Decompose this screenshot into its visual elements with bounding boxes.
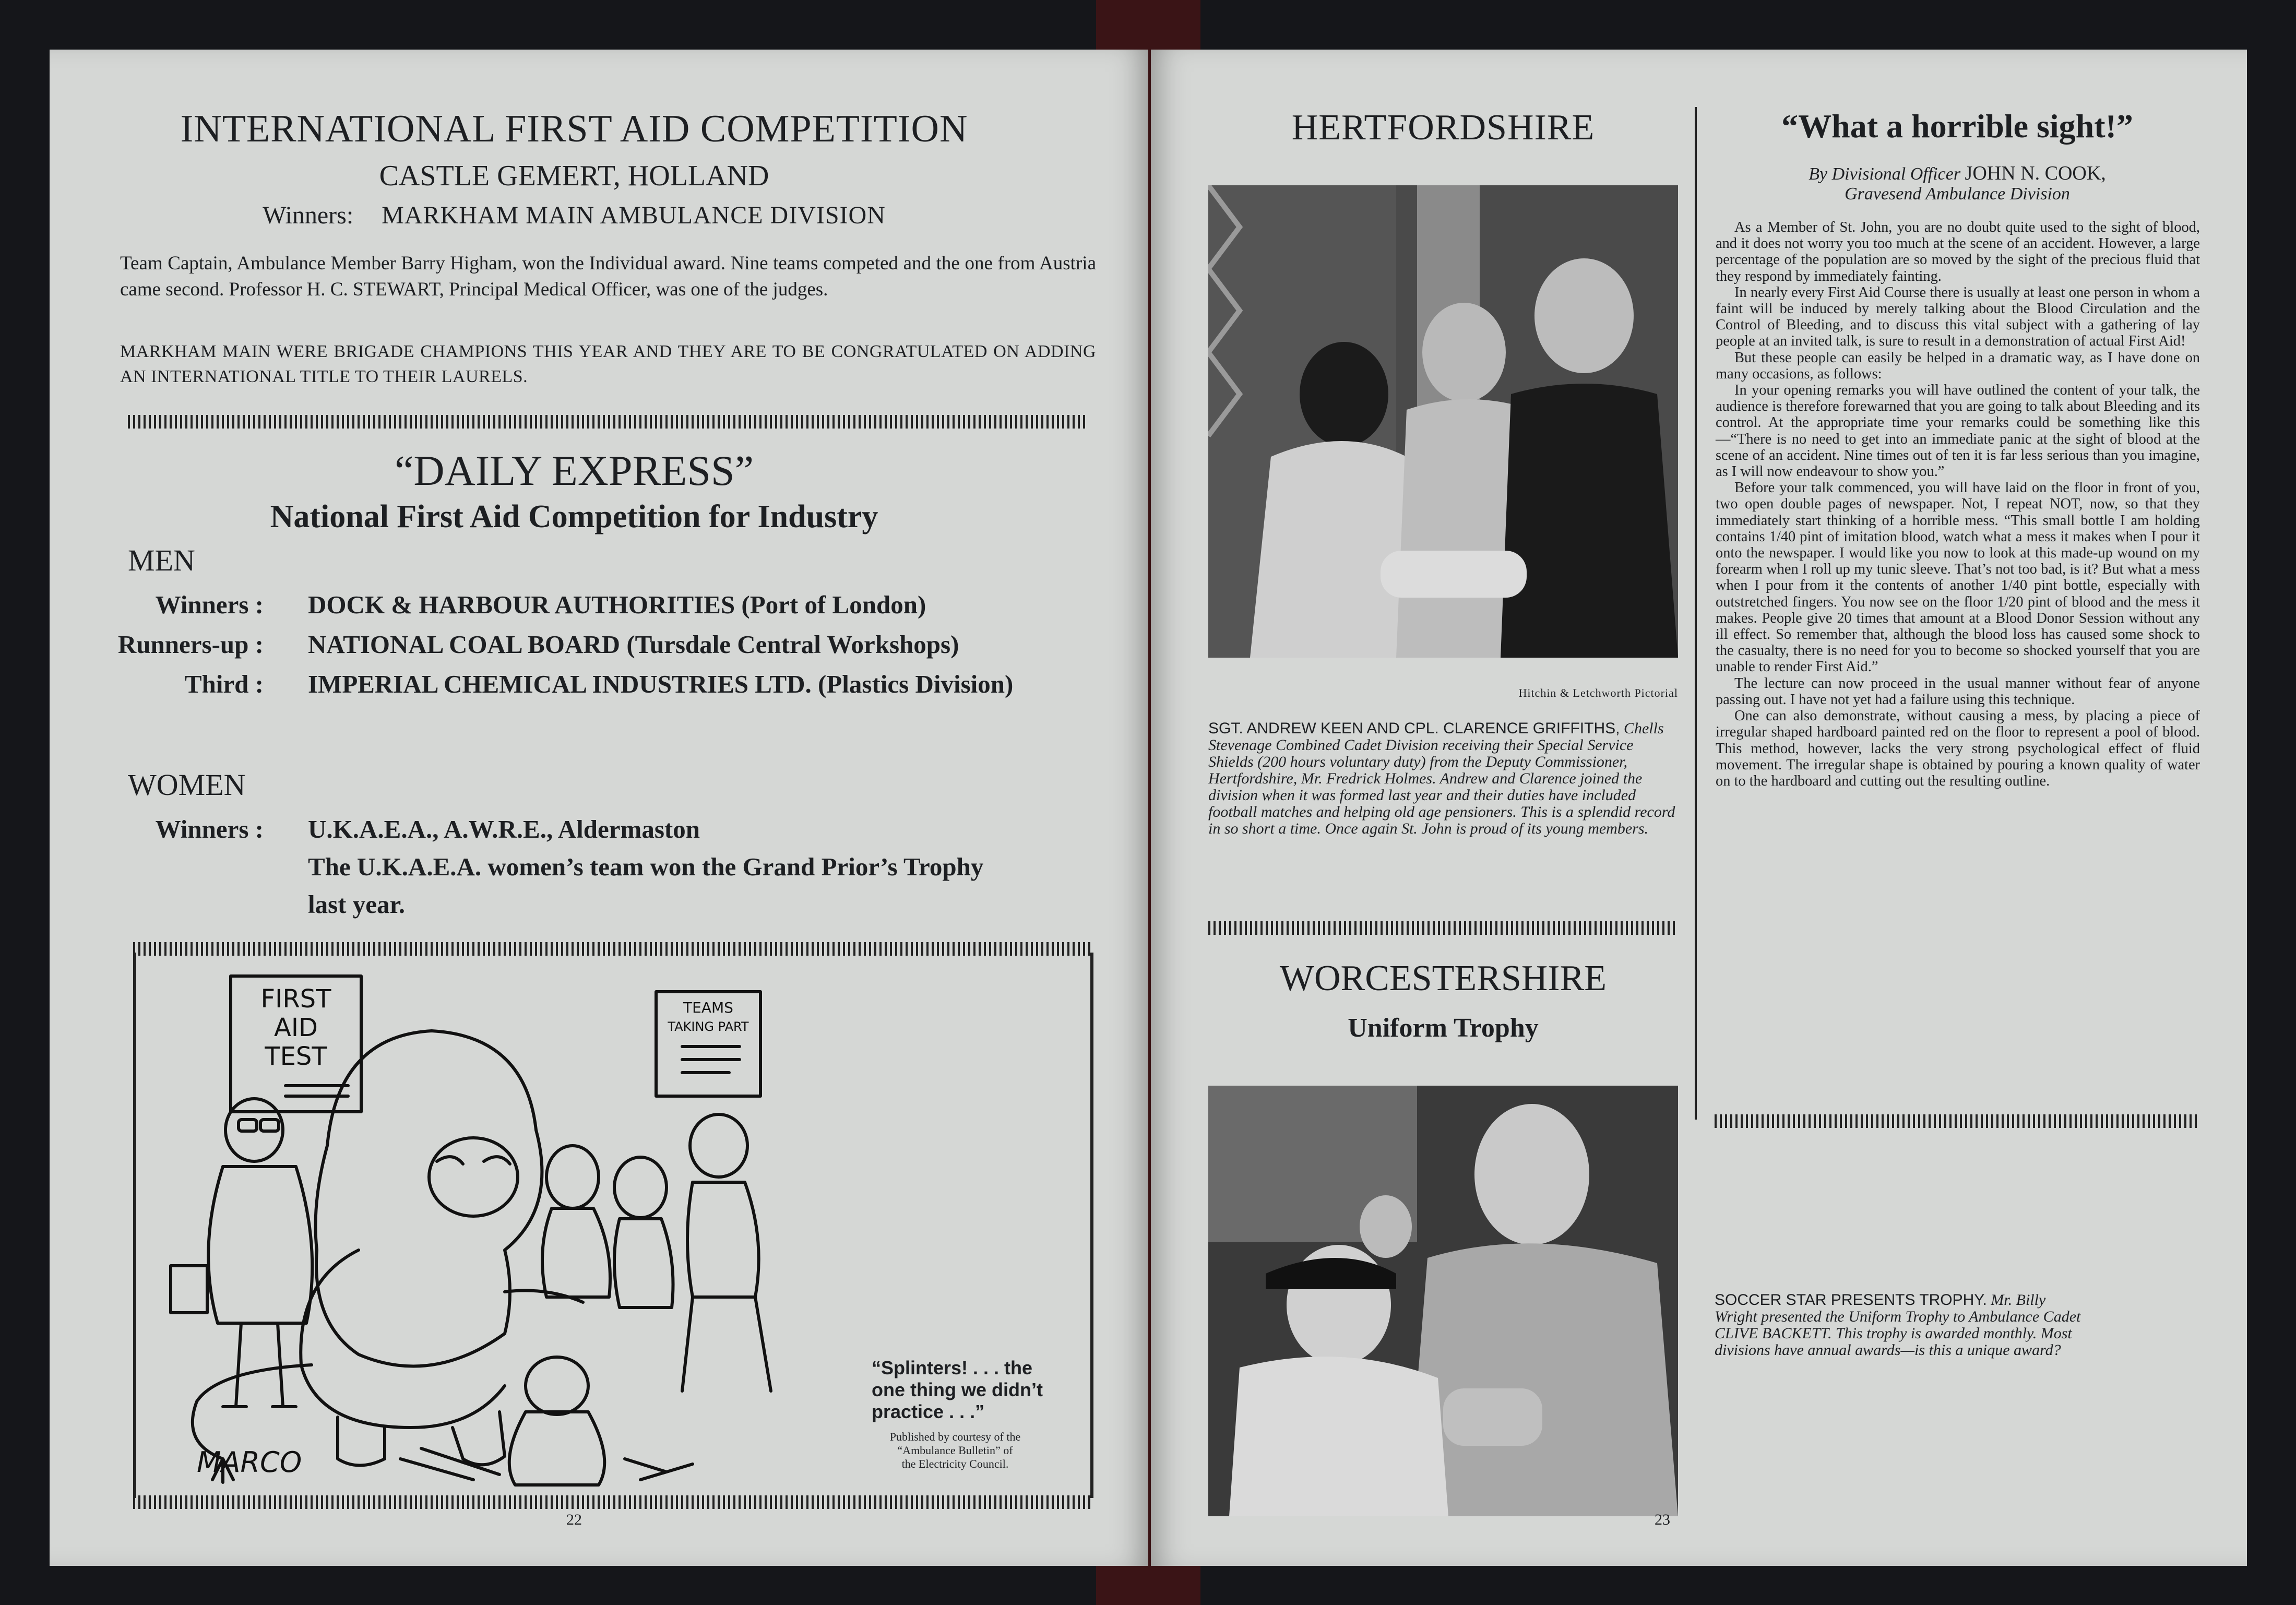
team-member-head (690, 1114, 747, 1177)
article-paragraph: Before your talk commenced, you will have laid on the floor in front of you, two open double pages of newspaper. Not, I repeat NOT, now, so that they immediately start thinking of a horrible mess. “This small bottle I am holding contains 1/40 pint of imitation blood, watch what a mess it makes when I pour it onto the newspaper. I would like you now to look at this made-up wound on my forearm when I roll up my tunic sleeve. That’s not too bad, is it? But what a mess when I pour from it the contents of another 1/40 pint bottle, especially with outstretched fingers. You now see on the floor 1/20 pint of blood and the mess it makes. People give 20 times that amount at a Blood Donor Session without any ill effect. So remember that, although the blood loss has caused some shock to the casualty, there is no need for you to become so shocked yourself that you are unable to render First Aid.” (1716, 480, 2200, 675)
byline-name: JOHN N. COOK, (1965, 162, 2106, 184)
team-member-head (546, 1146, 599, 1208)
lion-tail (193, 1365, 312, 1459)
intl-caps-note: MARKHAM MAIN WERE BRIGADE CHAMPIONS THIS YEAR AND THEY ARE TO BE CONGRATULATED ON ADDING AN INTERNATIONAL TITLE TO THEIR LAURELS. (120, 342, 1096, 386)
men-heading: MEN (128, 543, 195, 577)
lion-mane (316, 1031, 542, 1366)
cadet-left (1300, 342, 1388, 446)
sign2-line: TAKING PART (668, 1019, 749, 1034)
result-value: DOCK & HARBOUR AUTHORITIES (Port of London) (308, 590, 926, 619)
right-page (1151, 50, 2247, 1566)
team-member-head (614, 1157, 667, 1218)
women-line: U.K.A.E.A., A.W.R.E., Aldermaston (308, 815, 700, 843)
express-title: “DAILY EXPRESS” (395, 447, 754, 494)
women-line: last year. (308, 890, 405, 919)
cartoon-left-border (133, 953, 136, 1498)
doctor-bag (171, 1266, 207, 1313)
quote-line: practice . . .” (872, 1401, 985, 1422)
section-divider (128, 415, 1088, 429)
article-paragraph: As a Member of St. John, you are no doubt quite used to the sight of blood, and it does not worry you too much at the scene of an accident. However, a large percentage of the population are so moved by the sight of the precious fluid that they respond by immediately fainting. (1716, 219, 2200, 284)
herts-caption (1208, 720, 1678, 837)
cartoon-credit (872, 1430, 1039, 1471)
soccer-caption-caps: SOCCER STAR PRESENTS TROPHY. (1715, 1291, 1987, 1309)
result-value: IMPERIAL CHEMICAL INDUSTRIES LTD. (Plastics Division) (308, 670, 1014, 698)
article-title: “What a horrible sight!” (1781, 108, 2133, 145)
article-body (1716, 219, 2200, 789)
worcs-subtitle: Uniform Trophy (1348, 1013, 1539, 1043)
byline-prefix: By Divisional Officer (1809, 164, 1961, 184)
lion-face (429, 1138, 518, 1216)
byline-place: Gravesend Ambulance Division (1845, 184, 2070, 204)
sign1-line: TEST (265, 1042, 327, 1071)
credit-line: the Electricity Council. (901, 1457, 1009, 1470)
herts-caption-italic: Chells Stevenage Combined Cadet Division receiving their Special Service Shields (200 hours voluntary duty) from the Deputy Commissioner, Hertfordshire, Mr. Fredrick Holmes. Andrew and Clarence joined the division when it was formed last year and their duties have included football matches and helping old age pensioners. This is a splendid record in so short a time. Once again St. John is proud of its young members. (1208, 720, 1675, 837)
background-cadet (1360, 1195, 1412, 1258)
intl-winners-value: MARKHAM MAIN AMBULANCE DIVISION (382, 201, 886, 229)
lion-body (301, 1250, 505, 1428)
section-divider (1208, 921, 1678, 935)
intl-subtitle: CASTLE GEMERT, HOLLAND (379, 160, 769, 192)
result-label: Winners : (155, 590, 264, 619)
cartoon-quote (872, 1357, 1086, 1423)
herts-title: HERTFORDSHIRE (1291, 108, 1595, 148)
quote-line: “Splinters! . . . the (872, 1357, 1033, 1378)
worcs-photo (1208, 1086, 1678, 1516)
left-page (50, 50, 1148, 1566)
article-paragraph: The lecture can now proceed in the usual manner without fear of anyone passing out. I have not yet had a failure using this technique. (1716, 675, 2200, 708)
article-paragraph: One can also demonstrate, without causing a mess, by placing a piece of irregular shaped hardboard painted red on the floor to represent a pool of blood. This method, however, lacks the very strong psychological effect of fluid movement. The irregular shape is obtained by pouring a known quality of water on to the hardboard and cutting out the resulting outline. (1716, 708, 2200, 789)
herts-photo-credit: Hitchin & Letchworth Pictorial (1518, 686, 1678, 699)
page-number: 23 (1655, 1511, 1670, 1528)
soccer-caption-italic: Mr. Billy Wright presented the Uniform Trophy to Ambulance Cadet CLIVE BACKETT. This trophy is awarded monthly. Most divisions have annual awards—is this a unique award? (1715, 1291, 2081, 1359)
credit-line: “Ambulance Bulletin” of (897, 1444, 1013, 1457)
sign1-line: FIRST (260, 984, 331, 1014)
cartoonist-signature: MARCO (197, 1446, 302, 1479)
column-divider (1695, 107, 1697, 1120)
cadet-center (1422, 303, 1506, 402)
women-heading: WOMEN (128, 768, 246, 802)
article-paragraph: In your opening remarks you will have outlined the content of your talk, the audience is therefore forewarned that you are going to talk about Bleeding and its control. At the appropriate time your remarks could be something like this—“There is no need to get into an immediate panic at the sight of blood at the scene of an accident. Nine times out of ten it is far less serious than you imagine, as I will now endeavour to show you.” (1716, 382, 2200, 480)
cartoon-illustration (139, 958, 896, 1493)
intl-winners (50, 201, 1099, 230)
worcs-title: WORCESTERSHIRE (1279, 958, 1607, 998)
kneeling-man-head (526, 1357, 588, 1414)
doctor-coat (208, 1167, 312, 1323)
cartoon-right-border (1090, 953, 1093, 1498)
section-divider (1715, 1114, 2200, 1128)
express-subtitle: National First Aid Competition for Industry (270, 499, 878, 534)
result-label: Winners : (155, 815, 264, 843)
cartoon-top-border (133, 942, 1093, 956)
result-value: NATIONAL COAL BOARD (Tursdale Central Workshops) (308, 630, 959, 659)
credit-line: Published by courtesy of the (889, 1430, 1021, 1443)
intl-body: Team Captain, Ambulance Member Barry Higham, won the Individual award. Nine teams competed and the one from Austria came second. Professor H. C. STEWART, Principal Medical Officer, was one of the judges. (120, 253, 1096, 300)
article-paragraph: In nearly every First Aid Course there is usually at least one person in whom a faint will be induced by merely talking about the Blood Circulation and the Control of Bleeding, and to discuss this vital subject with a gathering of lay people at an invited talk, is sure to result in a demonstration of actual First Aid! (1716, 284, 2200, 350)
article-byline (1715, 162, 2200, 185)
result-label: Third : (184, 670, 264, 698)
splinters (400, 1448, 693, 1480)
herts-caption-caps: SGT. ANDREW KEEN AND CPL. CLARENCE GRIFFITHS, (1208, 720, 1620, 737)
article-paragraph: But these people can easily be helped in a dramatic way, as I have done on many occasions, as follows: (1716, 349, 2200, 382)
women-line: The U.K.A.E.A. women’s team won the Grand Prior’s Trophy (308, 852, 984, 881)
page-number: 22 (566, 1511, 582, 1528)
intl-winners-label: Winners: (263, 201, 354, 229)
result-label: Runners-up : (117, 630, 264, 659)
intl-title: INTERNATIONAL FIRST AID COMPETITION (180, 108, 968, 150)
billy-wright (1474, 1104, 1589, 1245)
sign2-line: TEAMS (683, 999, 733, 1016)
quote-line: one thing we didn’t (872, 1379, 1043, 1400)
cartoon-bottom-border (133, 1495, 1093, 1509)
herts-photo (1208, 185, 1678, 658)
soccer-caption (1715, 1292, 2090, 1359)
sign1-line: AID (274, 1013, 318, 1042)
officer (1534, 258, 1634, 373)
